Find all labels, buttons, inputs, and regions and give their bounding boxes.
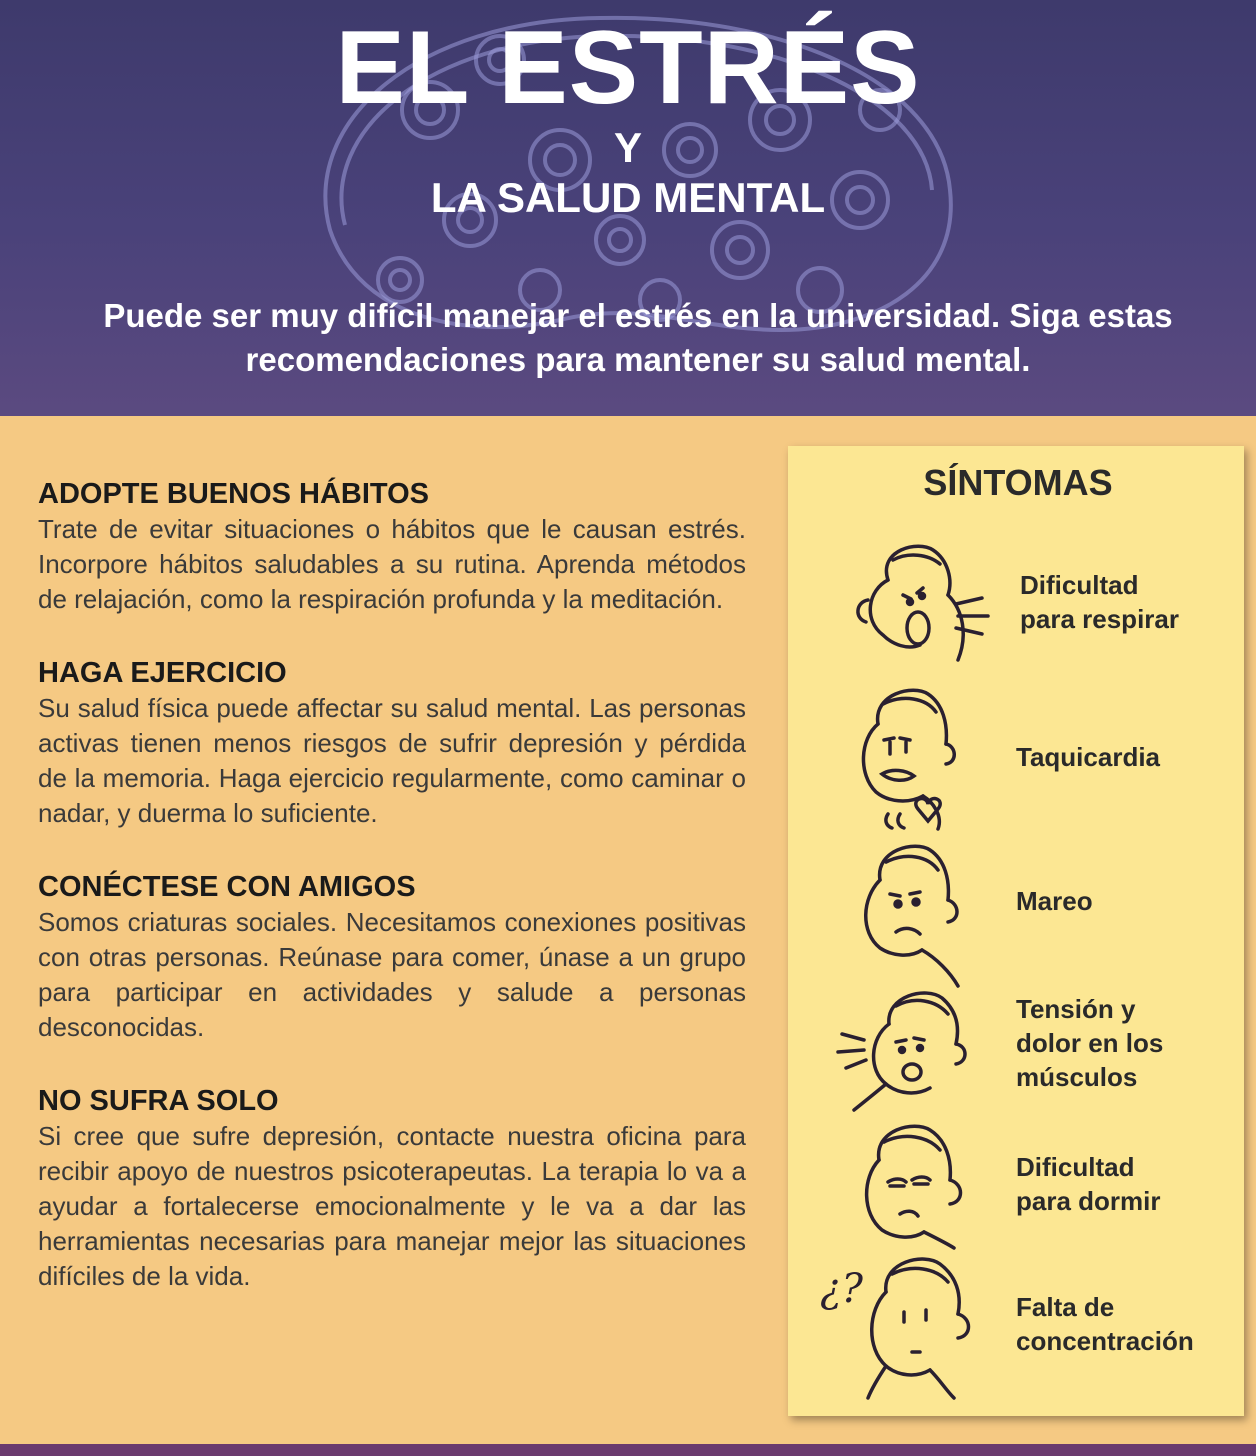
symptom-label: Dificultad para respirar (1020, 570, 1179, 634)
title-connector: Y (613, 124, 642, 171)
tachycardia-face-icon (848, 684, 998, 834)
page-title: EL ESTRÉS (335, 10, 921, 126)
section-body: Si cree que sufre depresión, contacte nuestra oficina para recibir apoyo de nuestros psicoterapeutas. La terapia lo va a ayudar a fortalecerse emocionalmente y le va a dar las herramientas necesarias para manejar mejor las situaciones difíciles de la vida. (38, 1121, 746, 1291)
sleep-difficulty-face-icon (854, 1120, 994, 1250)
section-body: Somos criaturas sociales. Necesitamos conexiones positivas con otras personas. Reúnase para comer, únase a un grupo para participar en actividades y salude a personas desconocidas. (38, 907, 746, 1042)
symptom-label: Dificultad para dormir (1016, 1152, 1161, 1216)
section-friends (38, 869, 746, 1045)
section-body: Su salud física puede affectar su salud mental. Las personas activas tienen menos riesgos de sufrir depresión y pérdida de la memoria. Haga ejercicio regularmente, como caminar o nadar, y duerma lo suficiente. (38, 693, 746, 828)
recommendations-column (38, 476, 746, 1332)
question-mark-icon: ¿? (820, 1266, 863, 1312)
intro-text: Puede ser muy difícil manejar el estrés en la universidad. Siga estas recomendaciones para mantener su salud mental. (103, 297, 1173, 378)
section-heading: NO SUFRA SOLO (38, 1085, 279, 1117)
section-heading: ADOPTE BUENOS HÁBITOS (38, 478, 430, 510)
dizziness-face-icon (850, 840, 1000, 990)
section-exercise (38, 655, 746, 831)
lack-of-concentration-face-icon (816, 1252, 996, 1402)
section-heading: HAGA EJERCICIO (38, 657, 287, 689)
page-subtitle: LA SALUD MENTAL (430, 174, 826, 221)
symptom-label: Mareo (1016, 886, 1093, 916)
symptom-label: Falta de concentración (1016, 1292, 1194, 1356)
breathing-difficulty-face-icon (848, 540, 998, 670)
section-habits (38, 476, 746, 617)
symptom-label: Taquicardia (1016, 742, 1161, 772)
symptom-label: Tensión y dolor en los músculos (1016, 994, 1164, 1092)
section-not-alone (38, 1083, 746, 1294)
muscle-tension-face-icon (834, 984, 984, 1114)
bottom-bar (0, 1444, 1256, 1456)
symptoms-panel (788, 446, 1244, 1416)
symptoms-title: SÍNTOMAS (923, 462, 1113, 503)
section-heading: CONÉCTESE CON AMIGOS (38, 871, 416, 903)
section-body: Trate de evitar situaciones o hábitos que le causan estrés. Incorpore hábitos saludables a su rutina. Aprenda métodos de relajación, como la respiración profunda y la meditación. (38, 514, 746, 614)
header-banner (0, 0, 1256, 416)
